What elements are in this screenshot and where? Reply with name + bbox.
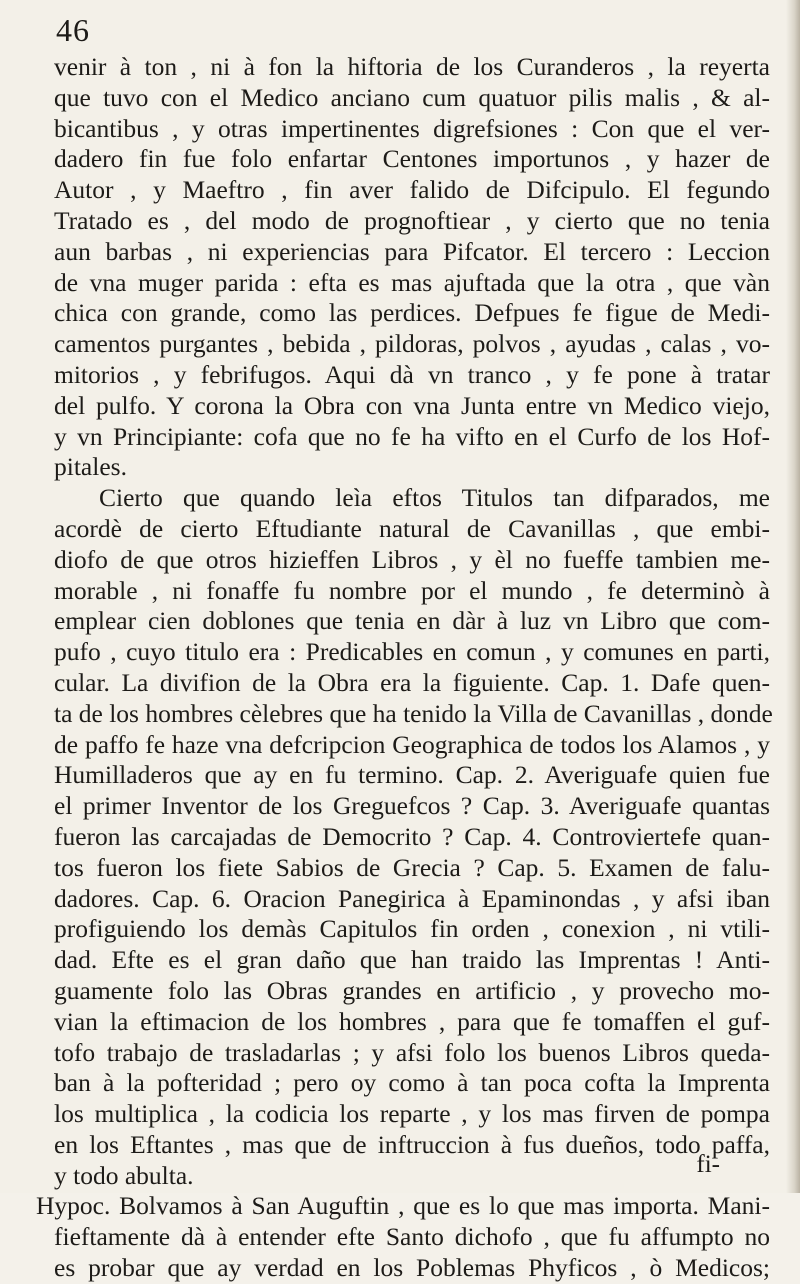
page-number: 46	[56, 12, 90, 48]
body-text	[36, 52, 773, 1284]
text-line: fieftamente dà à entender efte Santo dichofo , que fu affumpto no	[54, 1222, 770, 1252]
text-line: Cierto que quando leìa eftos Titulos tan difparados, me	[99, 483, 770, 513]
text-line: en los Eftantes , mas que de inftruccion à fus dueños, todo paffa,	[54, 1129, 770, 1159]
text-line: y vn Principiante: cofa que no fe ha vifto en el Curfo de los Hof-	[54, 421, 770, 451]
text-line: dadores. Cap. 6. Oracion Panegirica à Epaminondas , y afsi iban	[54, 883, 770, 913]
catchword: fi-	[696, 1151, 720, 1178]
text-line: y todo abulta.	[54, 1160, 194, 1190]
text-line: vian la eftimacion de los hombres , para que fe tomaffen el guf-	[54, 1006, 770, 1036]
text-line: ta de los hombres cèlebres que ha tenido la Villa de Cavanillas , donde	[54, 698, 773, 728]
text-line: de vna muger parida : efta es mas ajuftada que la otra , que vàn	[54, 267, 770, 297]
text-line: Autor , y Maeftro , fin aver falido de Difcipulo. El fegundo	[54, 175, 770, 205]
text-line: diofo de que otros hizieffen Libros , y èl no fueffe tambien me-	[54, 544, 770, 574]
text-line: pitales.	[54, 452, 127, 482]
text-line: profiguiendo los demàs Capitulos fin orden , conexion , ni vtili-	[54, 914, 770, 944]
text-line: dad. Efte es el gran daño que han traido las Imprentas ! Anti-	[54, 945, 770, 975]
text-line: pufo , cuyo titulo era : Predicables en comun , y comunes en parti,	[54, 637, 770, 667]
text-line: camentos purgantes , bebida , pildoras, polvos , ayudas , calas , vo-	[54, 329, 770, 359]
text-line: que tuvo con el Medico anciano cum quatuor pilis malis , & al-	[54, 82, 770, 112]
text-line: guamente folo las Obras grandes en artificio , y provecho mo-	[54, 975, 770, 1005]
text-line: Hypoc. Bolvamos à San Auguftin , que es lo que mas importa. Mani-	[36, 1191, 770, 1221]
text-line: los multiplica , la codicia los reparte , y los mas firven de pompa	[54, 1099, 770, 1129]
text-line: cular. La divifion de la Obra era la figuiente. Cap. 1. Dafe quen-	[54, 667, 770, 697]
text-line: el primer Inventor de los Greguefcos ? Cap. 3. Averiguafe quantas	[54, 791, 770, 821]
text-line: venir à ton , ni à fon la hiftoria de los Curanderos , la reyerta	[54, 52, 770, 81]
text-line: acordè de cierto Eftudiante natural de Cavanillas , que embi-	[54, 513, 770, 543]
text-line: morable , ni fonaffe fu nombre por el mundo , fe determinò à	[54, 575, 770, 605]
text-line: del pulfo. Y corona la Obra con vna Junta entre vn Medico viejo,	[54, 390, 770, 420]
text-line: tos fueron los fiete Sabios de Grecia ? Cap. 5. Examen de falu-	[54, 852, 770, 882]
text-line: tofo trabajo de trasladarlas ; y afsi folo los buenos Libros queda-	[54, 1037, 770, 1067]
page-gutter-shadow	[786, 0, 800, 1193]
text-line: fueron las carcajadas de Democrito ? Cap. 4. Controviertefe quan-	[54, 821, 770, 851]
text-line: bicantibus , y otras impertinentes digrefsiones : Con que el ver-	[54, 113, 770, 143]
text-line: ban à la pofteridad ; pero oy como à tan poca cofta la Imprenta	[54, 1068, 770, 1098]
text-line: dadero fin fue folo enfartar Centones importunos , y hazer de	[54, 144, 770, 174]
text-line: Humilladeros que ay en fu termino. Cap. 2. Averiguafe quien fue	[54, 760, 770, 790]
text-line: aun barbas , ni experiencias para Pifcator. El tercero : Leccion	[54, 236, 770, 266]
text-line: de paffo fe haze vna defcripcion Geographica de todos los Alamos , y	[54, 729, 770, 759]
text-line: emplear cien doblones que tenia en dàr à luz vn Libro que com-	[54, 606, 770, 636]
text-line: chica con grande, como las perdices. Defpues fe figue de Medi-	[54, 298, 770, 328]
text-line: es probar que ay verdad en los Poblemas Phyficos , ò Medicos;	[54, 1253, 770, 1283]
text-line: mitorios , y febrifugos. Aqui dà vn tranco , y fe pone à tratar	[54, 359, 770, 389]
text-line: Tratado es , del modo de prognoftiear , y cierto que no tenia	[54, 205, 770, 235]
